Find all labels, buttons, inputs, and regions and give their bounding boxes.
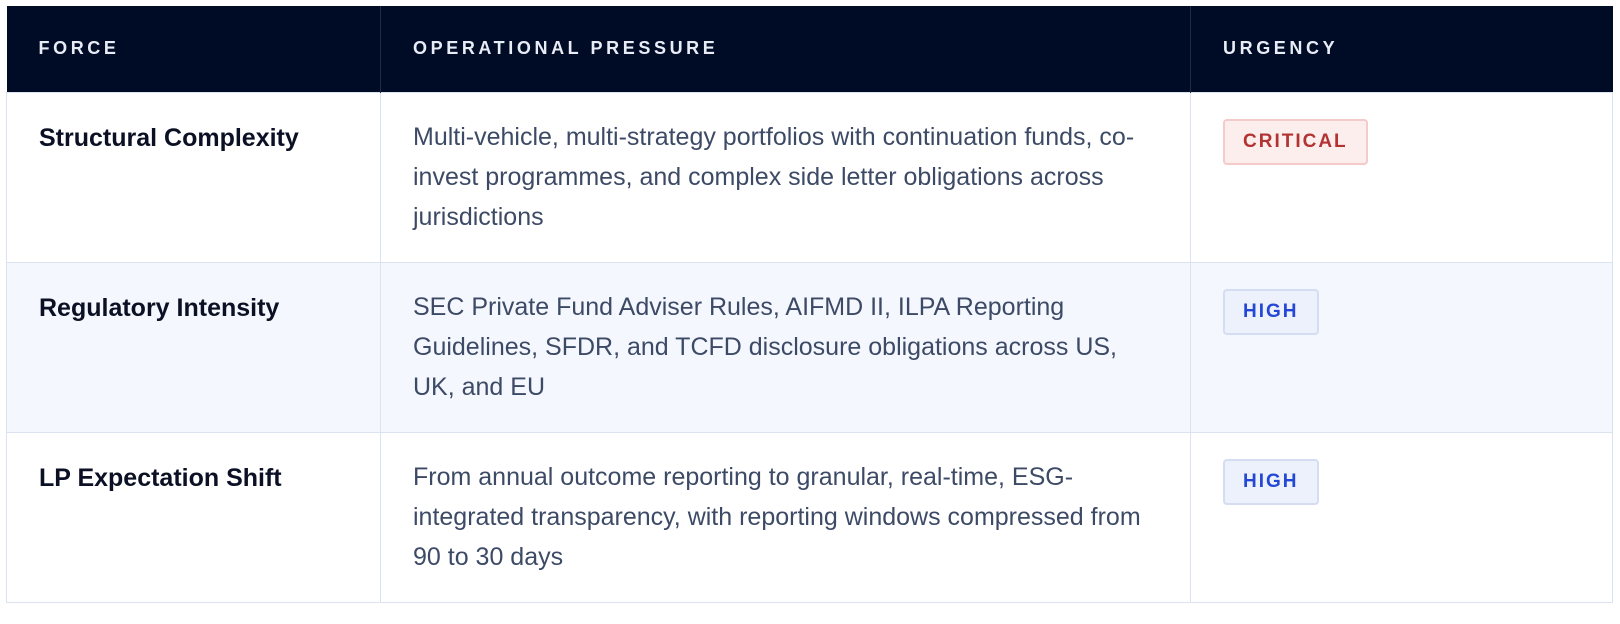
forces-table-container [6,6,1612,603]
pressure-cell [381,432,1191,602]
column-header-operational-pressure: OPERATIONAL PRESSURE [381,6,1191,92]
pressure-cell [381,92,1191,262]
urgency-badge-high: HIGH [1223,289,1319,335]
pressure-text: From annual outcome reporting to granular, real-time, ESG-integrated transparency, with reporting windows compressed from 90 to 30 days [413,462,1141,571]
urgency-cell [1191,92,1613,262]
table-body [7,92,1613,602]
urgency-badge-critical: CRITICAL [1223,119,1368,165]
force-cell [7,262,381,432]
urgency-cell [1191,262,1613,432]
column-header-urgency: URGENCY [1191,6,1613,92]
table-row [7,262,1613,432]
table-row [7,92,1613,262]
forces-table [6,6,1613,603]
pressure-text: SEC Private Fund Adviser Rules, AIFMD II, ILPA Reporting Guidelines, SFDR, and TCFD disclosure obligations across US, UK, and EU [413,292,1117,401]
urgency-cell [1191,432,1613,602]
pressure-cell [381,262,1191,432]
table-header [7,6,1613,92]
force-name: Regulatory Intensity [39,293,280,322]
force-cell [7,92,381,262]
force-name: LP Expectation Shift [39,463,282,492]
pressure-text: Multi-vehicle, multi-strategy portfolios with continuation funds, co-invest programmes, and complex side letter obligations across jurisdictions [413,122,1135,231]
force-name: Structural Complexity [39,123,299,152]
table-row [7,432,1613,602]
column-header-force: FORCE [7,6,381,92]
force-cell [7,432,381,602]
urgency-badge-high: HIGH [1223,459,1319,505]
header-row [7,6,1613,92]
